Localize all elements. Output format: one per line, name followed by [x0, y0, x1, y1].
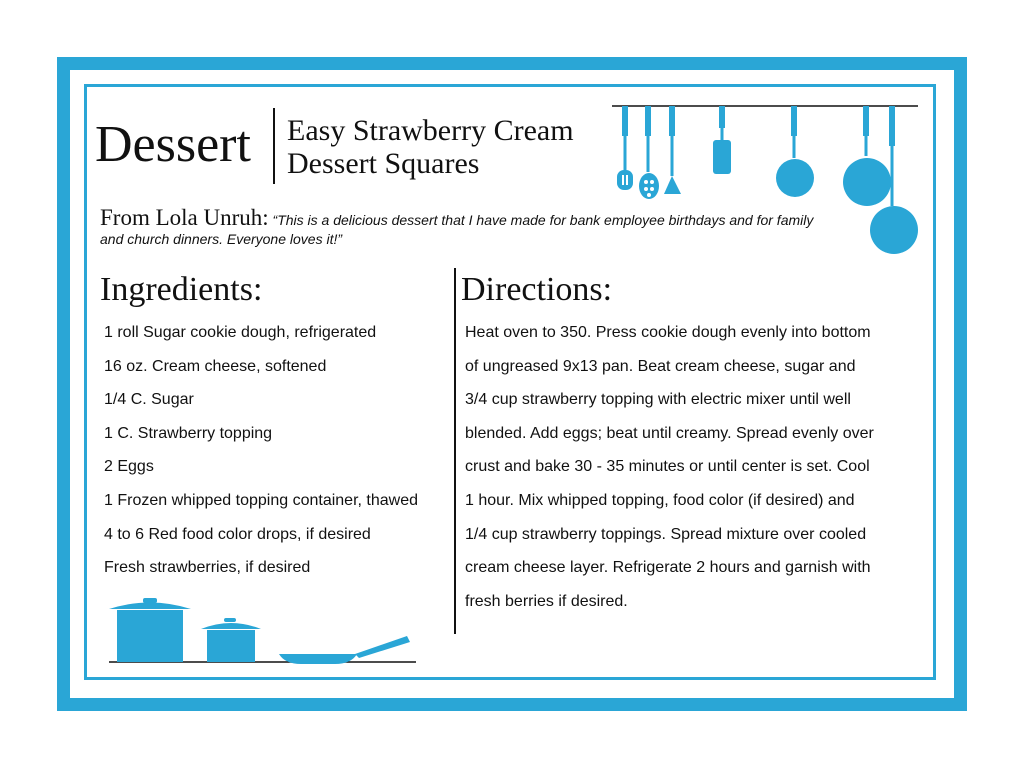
- ingredients-heading: Ingredients:: [100, 271, 263, 308]
- recipe-title: [287, 114, 574, 180]
- author-quote: “This is a delicious dessert that I have made for bank employee birthdays and for family and church dinners. Everyone loves it!”: [100, 212, 814, 247]
- ingredient-item: 2 Eggs: [104, 458, 154, 476]
- directions-line: fresh berries if desired.: [465, 592, 628, 610]
- directions-line: 1/4 cup strawberry toppings. Spread mixture over cooled: [465, 525, 867, 543]
- directions-line: of ungreased 9x13 pan. Beat cream cheese, sugar and: [465, 357, 856, 375]
- ingredient-item: 1 roll Sugar cookie dough, refrigerated: [104, 324, 377, 341]
- directions-text: [465, 316, 920, 618]
- directions-line: cream cheese layer. Refrigerate 2 hours and garnish with: [465, 559, 871, 577]
- author-label: From Lola Unruh:: [100, 205, 269, 230]
- title-divider: [273, 108, 275, 184]
- recipe-title-line: Dessert Squares: [287, 147, 480, 180]
- directions-line: 3/4 cup strawberry topping with electric mixer until well: [465, 391, 851, 409]
- ingredient-item: 1 Frozen whipped topping container, thawed: [104, 491, 418, 509]
- directions-line: Heat oven to 350. Press cookie dough evenly into bottom: [465, 324, 871, 341]
- directions-line: 1 hour. Mix whipped topping, food color (if desired) and: [465, 491, 855, 509]
- ingredient-item: 1 C. Strawberry topping: [104, 424, 273, 442]
- category-title: Dessert: [95, 116, 251, 173]
- pots-and-pan-icon: [105, 592, 420, 670]
- ingredient-item: 4 to 6 Red food color drops, if desired: [104, 525, 371, 543]
- column-divider: [454, 268, 456, 634]
- ingredient-item: 1/4 C. Sugar: [104, 391, 194, 409]
- ingredient-item: 16 oz. Cream cheese, softened: [104, 357, 327, 375]
- directions-line: crust and bake 30 - 35 minutes or until center is set. Cool: [465, 458, 870, 476]
- directions-heading: Directions:: [461, 271, 613, 308]
- ingredients-list: [104, 316, 418, 585]
- recipe-intro: [100, 205, 840, 249]
- ingredient-item: Fresh strawberries, if desired: [104, 559, 311, 577]
- recipe-title-line: Easy Strawberry Cream: [287, 114, 574, 147]
- directions-line: blended. Add eggs; beat until creamy. Spread evenly over: [465, 424, 874, 442]
